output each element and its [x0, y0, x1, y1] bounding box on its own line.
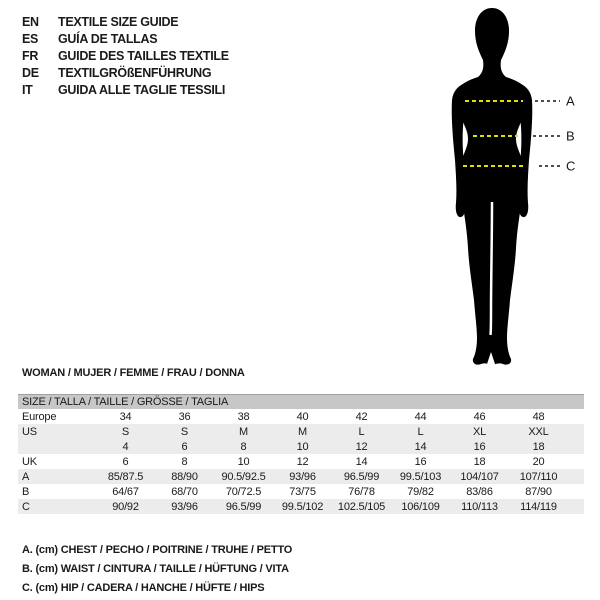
table-row	[18, 454, 584, 469]
table-cell: M	[298, 425, 307, 438]
legend-line: B. (cm) WAIST / CINTURA / TAILLE / HÜFTUNG / VITA	[22, 562, 289, 575]
measurement-legend	[22, 540, 292, 597]
language-row	[22, 30, 229, 47]
table-cell: 6	[122, 455, 129, 468]
measure-label-C: C	[566, 158, 576, 174]
language-code: EN	[22, 14, 39, 29]
table-cell: 68/70	[171, 485, 198, 498]
table-cell: S	[121, 425, 130, 438]
leg-gap	[491, 202, 493, 335]
measure-label-B: B	[566, 128, 575, 144]
table-cell: 73/75	[289, 485, 316, 498]
table-cell: 96.5/99	[343, 470, 380, 483]
table-cell: 8	[181, 455, 188, 468]
table-cell: 10	[296, 440, 309, 453]
language-list	[22, 13, 229, 98]
table-cell: 12	[355, 440, 368, 453]
table-cell: S	[180, 425, 189, 438]
woman-caption: WOMAN / MUJER / FEMME / FRAU / DONNA	[22, 367, 245, 379]
table-row-label: A	[22, 470, 30, 483]
legend-line: A. (cm) CHEST / PECHO / POITRINE / TRUHE / PETTO	[22, 543, 293, 556]
table-cell: 38	[237, 410, 250, 423]
table-cell: 36	[178, 410, 191, 423]
table-row-label: C	[22, 500, 30, 513]
table-cell: 85/87.5	[107, 470, 144, 483]
table-cell: 14	[355, 455, 368, 468]
table-cell: 70/72.5	[225, 485, 262, 498]
table-cell: L	[417, 425, 424, 438]
table-cell: 46	[473, 410, 486, 423]
table-cell: 10	[237, 455, 250, 468]
table-row	[18, 499, 584, 514]
table-row	[18, 484, 584, 499]
table-cell: 102.5/105	[337, 500, 386, 513]
table-cell: XL	[472, 425, 487, 438]
size-table-rows	[18, 409, 584, 514]
table-cell: L	[358, 425, 365, 438]
table-row	[18, 424, 584, 439]
table-row-label: UK	[22, 455, 37, 468]
table-cell: 79/82	[407, 485, 434, 498]
table-cell: 4	[122, 440, 129, 453]
table-cell: 6	[181, 440, 188, 453]
language-code: FR	[22, 48, 39, 63]
language-title: GUIDE DES TAILLES TEXTILE	[58, 48, 229, 63]
table-cell: 12	[296, 455, 309, 468]
silhouette-right-arm	[517, 84, 532, 217]
table-cell: 16	[414, 455, 427, 468]
table-cell: 88/90	[171, 470, 198, 483]
language-row	[22, 13, 229, 30]
table-row	[18, 409, 584, 424]
table-cell: 18	[532, 440, 545, 453]
language-title: TEXTILE SIZE GUIDE	[58, 14, 179, 29]
size-table-header	[18, 394, 584, 409]
table-cell: 76/78	[348, 485, 375, 498]
table-cell: 110/113	[461, 500, 498, 513]
table-cell: 8	[240, 440, 247, 453]
table-cell: 99.5/102	[281, 500, 324, 513]
language-code: DE	[22, 65, 39, 80]
language-code: IT	[22, 82, 33, 97]
table-cell: 34	[119, 410, 132, 423]
language-title: GUÍA DE TALLAS	[58, 31, 158, 46]
table-row-label: B	[22, 485, 30, 498]
table-cell: 18	[473, 455, 486, 468]
legend-line: C. (cm) HIP / CADERA / HANCHE / HÜFTE / HIPS	[22, 581, 265, 594]
silhouette-left-arm	[452, 84, 467, 217]
table-cell: XXL	[528, 425, 549, 438]
size-table-header-label: SIZE / TALLA / TAILLE / GRÖSSE / TAGLIA	[22, 396, 229, 408]
woman-silhouette-icon	[410, 0, 600, 380]
table-cell: 83/86	[466, 485, 493, 498]
table-cell: 87/90	[525, 485, 552, 498]
table-cell: 64/67	[112, 485, 139, 498]
table-cell: 99.5/103	[399, 470, 442, 483]
table-cell: 93/96	[289, 470, 316, 483]
table-cell: 90.5/92.5	[221, 470, 266, 483]
table-cell: 16	[473, 440, 486, 453]
table-cell: 90/92	[112, 500, 139, 513]
table-cell: 44	[414, 410, 427, 423]
table-cell: 114/119	[520, 500, 557, 513]
table-cell: 48	[532, 410, 545, 423]
table-cell: 93/96	[171, 500, 198, 513]
table-cell: 42	[355, 410, 368, 423]
table-cell: 106/109	[401, 500, 440, 513]
language-title: TEXTILGRÖßENFÜHRUNG	[58, 65, 212, 80]
size-table	[18, 394, 584, 514]
measure-label-A: A	[566, 93, 575, 109]
language-row	[22, 64, 229, 81]
table-row	[18, 469, 584, 484]
table-cell: 14	[414, 440, 427, 453]
table-cell: 107/110	[519, 470, 558, 483]
language-row	[22, 47, 229, 64]
table-cell: 96.5/99	[225, 500, 262, 513]
table-cell: 40	[296, 410, 309, 423]
table-row-label: Europe	[22, 410, 57, 423]
table-cell: M	[239, 425, 248, 438]
language-row	[22, 81, 229, 98]
table-cell: 20	[532, 455, 545, 468]
language-code: ES	[22, 31, 39, 46]
language-title: GUIDA ALLE TAGLIE TESSILI	[58, 82, 226, 97]
table-row	[18, 439, 584, 454]
table-row-label: US	[22, 425, 37, 438]
table-cell: 104/107	[460, 470, 499, 483]
measurement-figure	[410, 0, 600, 380]
